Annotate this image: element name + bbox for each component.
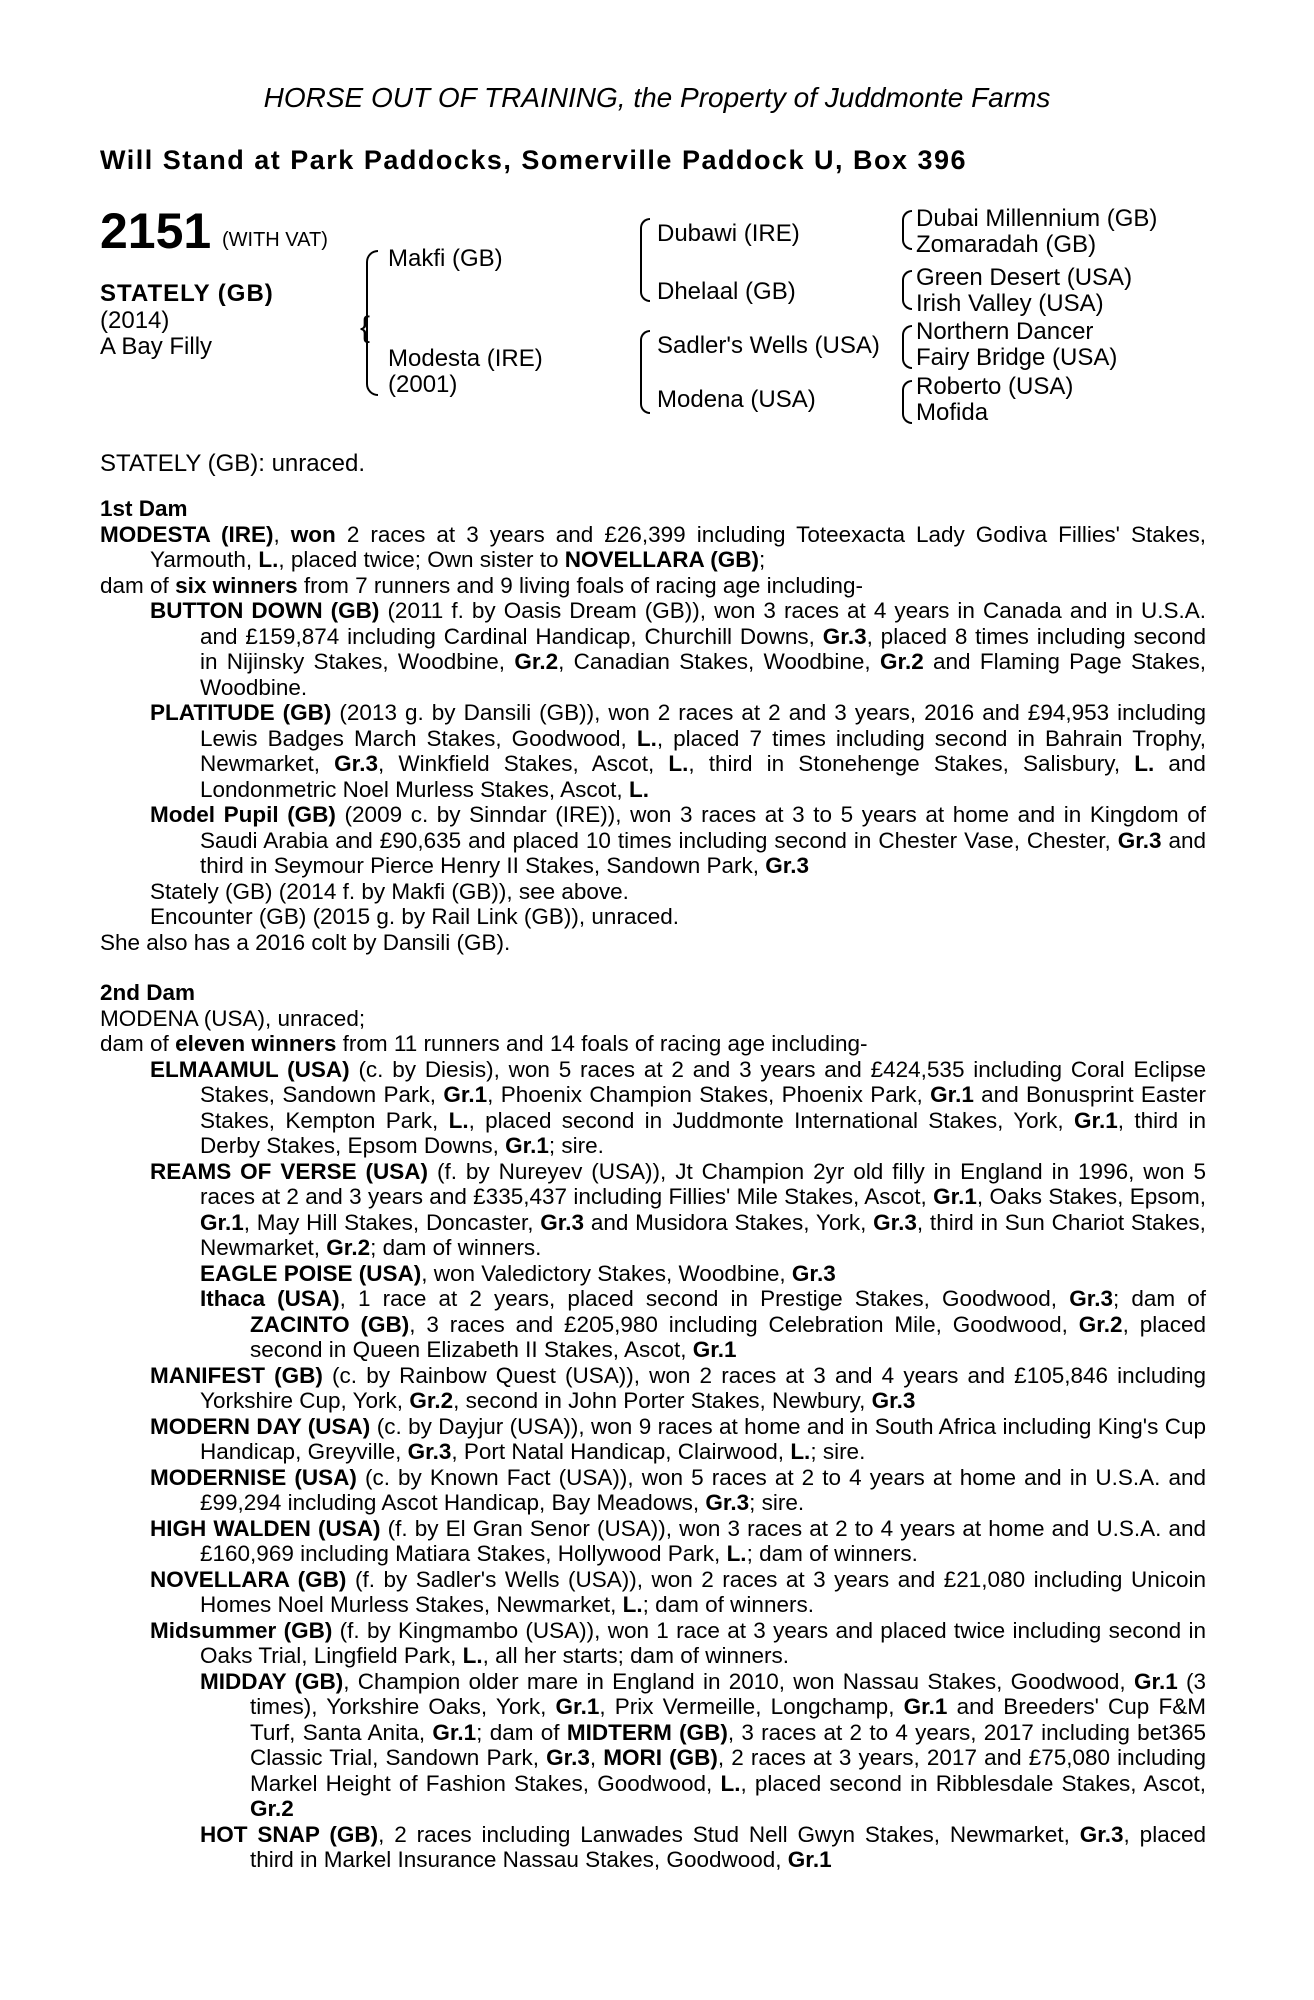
produce-entry: MODERN DAY (USA) (c. by Dayjur (USA)), won 9 races at home and in South Africa including King's Cup Handicap, Greyville, Gr.3, Port Natal Handicap, Clairwood, L.; sire.: [150, 1413, 1206, 1464]
dam-year: (2001): [388, 371, 458, 398]
pedigree-brace: [902, 270, 912, 310]
produce-entry: MIDDAY (GB), Champion older mare in England in 2010, won Nassau Stakes, Goodwood, Gr.1 (3 times), Yorkshire Oaks, York, Gr.1, Prix Vermeille, Longchamp, Gr.1 and Breeders' Cup F&M Turf, Santa Anita, Gr.1; dam of MIDTERM (GB), 3 races at 2 to 4 years, 2017 including bet365 Classic Trial, Sandown Park, Gr.3, MORI (GB), 2 races at 3 years, 2017 and £75,080 including Markel Height of Fashion Stakes, Goodwood, L., placed second in Ribblesdale Stakes, Ascot, Gr.2: [200, 1668, 1206, 1821]
pedigree-brace: [640, 330, 650, 414]
produce-entry: Midsummer (GB) (f. by Kingmambo (USA)), won 1 race at 3 years and placed twice including second in Oaks Trial, Lingfield Park, L., all her starts; dam of winners.: [150, 1617, 1206, 1668]
produce-entry: NOVELLARA (GB) (f. by Sadler's Wells (USA)), won 2 races at 3 years and £21,080 including Unicoin Homes Noel Murless Stakes, Newmarket, L.; dam of winners.: [150, 1566, 1206, 1617]
second-dam-heading: 2nd Dam: [100, 980, 196, 1005]
dam-dam-sire: Roberto (USA): [916, 373, 1074, 400]
sire-sire-dam: Zomaradah (GB): [916, 231, 1097, 258]
sire-dam: Dhelaal (GB): [657, 278, 796, 305]
pedigree-brace: [902, 380, 912, 424]
pedigree-brace: [902, 325, 912, 369]
dam-sire-dam: Fairy Bridge (USA): [916, 344, 1118, 371]
produce-entry: EAGLE POISE (USA), won Valedictory Stakes, Woodbine, Gr.3: [200, 1260, 836, 1286]
dam-sire-sire: Northern Dancer: [916, 318, 1094, 345]
produce-entry: Ithaca (USA), 1 race at 2 years, placed second in Prestige Stakes, Goodwood, Gr.3; dam of ZACINTO (GB), 3 races and £205,980 including Celebration Mile, Goodwood, Gr.2, placed second in Queen Elizabeth II Stakes, Ascot, Gr.1: [200, 1286, 1206, 1362]
produce-entry: HIGH WALDEN (USA) (f. by El Gran Senor (USA)), won 3 races at 2 to 4 years at home and U.S.A. and £160,969 including Matiara Stakes, Hollywood Park, L.; dam of winners.: [150, 1515, 1206, 1566]
dam-sire: Sadler's Wells (USA): [657, 332, 880, 359]
pedigree-brace: {: [360, 311, 371, 344]
catalogue-body: [100, 496, 1206, 1873]
produce-entry: BUTTON DOWN (GB) (2011 f. by Oasis Dream (GB)), won 3 races at 4 years in Canada and in U.S.A. and £159,874 including Cardinal Handicap, Churchill Downs, Gr.3, placed 8 times including second in Nijinsky Stakes, Woodbine, Gr.2, Canadian Stakes, Woodbine, Gr.2 and Flaming Page Stakes, Woodbine.: [150, 598, 1206, 700]
dam-dam: Modena (USA): [657, 386, 816, 413]
pedigree-brace: [902, 210, 912, 250]
produce-entry: ELMAAMUL (USA) (c. by Diesis), won 5 races at 2 and 3 years and £424,535 including Coral Eclipse Stakes, Sandown Park, Gr.1, Phoenix Champion Stakes, Phoenix Park, Gr.1 and Bonusprint Easter Stakes, Kempton Park, L., placed second in Juddmonte International Stakes, York, Gr.1, third in Derby Stakes, Epsom Downs, Gr.1; sire.: [150, 1056, 1206, 1158]
second-dam-entry: MODENA (USA), unraced;: [100, 1005, 366, 1031]
sire: Makfi (GB): [388, 245, 503, 272]
pedigree-brace: [640, 218, 650, 302]
sire-dam-sire: Green Desert (USA): [916, 264, 1133, 291]
sire-dam-dam: Irish Valley (USA): [916, 290, 1104, 317]
produce-entry: REAMS OF VERSE (USA) (f. by Nureyev (USA)), Jt Champion 2yr old filly in England in 1996, won 5 races at 2 and 3 years and £335,437 including Fillies' Mile Stakes, Ascot, Gr.1, Oaks Stakes, Epsom, Gr.1, May Hill Stakes, Doncaster, Gr.3 and Musidora Stakes, York, Gr.3, third in Sun Chariot Stakes, Newmarket, Gr.2; dam of winners.: [150, 1158, 1206, 1260]
page-title: HORSE OUT OF TRAINING, the Property of Juddmonte Farms: [263, 82, 1051, 113]
dam: Modesta (IRE): [388, 345, 543, 372]
produce-entry: Model Pupil (GB) (2009 c. by Sinndar (IRE)), won 3 races at 3 to 5 years at home and in Kingdom of Saudi Arabia and £90,635 and placed 10 times including second in Chester Vase, Chester, Gr.3 and third in Seymour Pierce Henry II Stakes, Sandown Park, Gr.3: [150, 802, 1206, 878]
first-dam-produce: dam of six winners from 7 runners and 9 living foals of racing age including-: [100, 572, 863, 598]
lot-number: 2151: [100, 203, 212, 259]
produce-entry: Encounter (GB) (2015 g. by Rail Link (GB)), unraced.: [150, 904, 679, 929]
sire-sire-sire: Dubai Millennium (GB): [916, 205, 1158, 232]
produce-entry: Stately (GB) (2014 f. by Makfi (GB)), see above.: [150, 878, 629, 904]
produce-entry: HOT SNAP (GB), 2 races including Lanwades Stud Nell Gwyn Stakes, Newmarket, Gr.3, placed third in Markel Insurance Nassau Stakes, Goodwood, Gr.1: [200, 1821, 1206, 1872]
produce-note: She also has a 2016 colt by Dansili (GB).: [100, 929, 511, 955]
vat-note: (WITH VAT): [222, 229, 328, 251]
produce-entry: MODERNISE (USA) (c. by Known Fact (USA)), won 5 races at 2 to 4 years at home and in U.S.A. and £99,294 including Ascot Handicap, Bay Meadows, Gr.3; sire.: [150, 1464, 1206, 1515]
race-status: STATELY (GB): unraced.: [100, 450, 365, 477]
produce-entry: PLATITUDE (GB) (2013 g. by Dansili (GB)), won 2 races at 2 and 3 years, 2016 and £94,953 including Lewis Badges March Stakes, Goodwood, L., placed 7 times including second in Bahrain Trophy, Newmarket, Gr.3, Winkfield Stakes, Ascot, L., third in Stonehenge Stakes, Salisbury, L. and Londonmetric Noel Murless Stakes, Ascot, L.: [150, 700, 1206, 802]
first-dam-heading: 1st Dam: [100, 496, 188, 521]
stand-location: Will Stand at Park Paddocks, Somerville Paddock U, Box 396: [100, 145, 968, 175]
horse-description: A Bay Filly: [100, 333, 213, 360]
dam-dam-dam: Mofida: [916, 399, 989, 426]
second-dam-produce: dam of eleven winners from 11 runners and 14 foals of racing age including-: [100, 1031, 868, 1056]
horse-year: (2014): [100, 307, 170, 334]
sire-sire: Dubawi (IRE): [657, 220, 800, 247]
first-dam-entry: MODESTA (IRE), won 2 races at 3 years and £26,399 including Toteexacta Lady Godiva Fillies' Stakes, Yarmouth, L., placed twice; Own sister to NOVELLARA (GB);: [100, 521, 1206, 572]
produce-entry: MANIFEST (GB) (c. by Rainbow Quest (USA)), won 2 races at 3 and 4 years and £105,846 including Yorkshire Cup, York, Gr.2, second in John Porter Stakes, Newbury, Gr.3: [150, 1362, 1206, 1413]
horse-name: STATELY (GB): [100, 280, 274, 307]
